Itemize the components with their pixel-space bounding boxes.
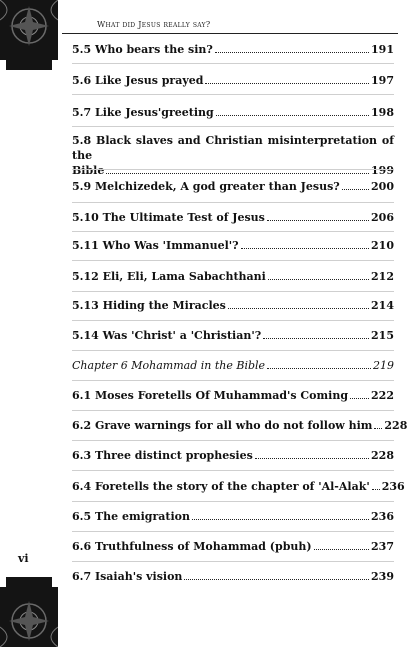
dot-leader [350, 389, 369, 399]
ornament-bottom [0, 587, 58, 647]
dot-leader [314, 540, 369, 550]
toc-entry-title: 5.9 Melchizedek, A god greater than Jesus? [72, 180, 340, 193]
toc-entry[interactable] [72, 269, 394, 284]
toc-entry[interactable] [72, 133, 394, 178]
toc-chapter-entry[interactable] [72, 358, 394, 373]
toc-entry-page: 236 [381, 480, 405, 493]
dot-leader [372, 480, 380, 490]
toc-entry[interactable] [72, 418, 408, 433]
row-separator [72, 501, 394, 502]
toc-entry-page: 197 [371, 74, 394, 87]
row-separator [72, 350, 394, 351]
toc-entry[interactable] [72, 238, 394, 253]
dot-leader [374, 419, 382, 429]
toc-entry[interactable] [72, 298, 394, 313]
sidebar-strip-bottom [6, 577, 52, 587]
row-separator [72, 410, 394, 411]
header-rule [62, 33, 398, 34]
dot-leader [268, 270, 369, 280]
dot-leader [215, 43, 369, 53]
toc-entry-page: 237 [371, 540, 394, 553]
toc-entry-page: 206 [371, 211, 394, 224]
toc-entry-title: 6.7 Isaiah's vision [72, 570, 183, 583]
toc-entry-title: 6.2 Grave warnings for all who do not follow him [72, 419, 373, 432]
decorative-sidebar [0, 0, 58, 647]
toc-entry[interactable] [72, 73, 394, 88]
sidebar-strip-top [6, 60, 52, 70]
row-separator [72, 63, 394, 64]
toc-entry-title: 5.12 Eli, Eli, Lama Sabachthani [72, 270, 266, 283]
dot-leader [228, 299, 369, 309]
toc-entry[interactable] [72, 328, 394, 343]
toc-entry-title: 5.6 Like Jesus prayed [72, 74, 204, 87]
toc-entry-title: 5.14 Was 'Christ' a 'Christian'? [72, 329, 262, 342]
toc-entry-page: 236 [371, 510, 394, 523]
dot-leader [241, 239, 369, 249]
row-separator [72, 94, 394, 95]
row-separator [72, 440, 394, 441]
dot-leader [192, 510, 369, 520]
toc-entry-title: 6.4 Foretells the story of the chapter of 'Al-Alak' [72, 480, 370, 493]
toc-entry-page: 215 [371, 329, 394, 342]
toc-entry-title: 5.10 The Ultimate Test of Jesus [72, 211, 265, 224]
toc-entry[interactable] [72, 105, 394, 120]
row-separator [72, 291, 394, 292]
running-head: What did Jesus really say? [97, 20, 211, 29]
dot-leader [267, 211, 369, 221]
toc-entry-title: 6.1 Moses Foretells Of Muhammad's Coming [72, 389, 349, 402]
row-separator [72, 531, 394, 532]
toc-entry-title: 5.5 Who bears the sin? [72, 43, 213, 56]
dot-leader [342, 180, 369, 190]
toc-entry[interactable] [72, 42, 394, 57]
row-separator [72, 169, 394, 170]
toc-entry-page: 200 [371, 180, 394, 193]
toc-entry-page: 228 [384, 419, 408, 432]
toc-entry-page: 198 [371, 106, 394, 119]
dot-leader [267, 359, 371, 369]
row-separator [72, 320, 394, 321]
toc-entry-page: 214 [371, 299, 394, 312]
row-separator [72, 202, 394, 203]
dot-leader [255, 449, 369, 459]
toc-entry-page: 191 [371, 43, 394, 56]
toc-entry-page: 222 [371, 389, 394, 402]
row-separator [72, 380, 394, 381]
dot-leader [216, 106, 369, 116]
toc-entry-title-line1: 5.8 Black slaves and Christian misinterpretation of the [72, 134, 394, 162]
toc-entry-title: 5.11 Who Was 'Immanuel'? [72, 239, 239, 252]
toc-entry-page: 199 [371, 164, 394, 177]
toc-entry-title: Bible [72, 164, 105, 177]
ornament-top [0, 0, 58, 60]
toc-entry[interactable] [72, 509, 394, 524]
row-separator [72, 231, 394, 232]
toc-entry[interactable] [72, 539, 394, 554]
toc-entry[interactable] [72, 479, 405, 494]
toc-entry-title: Chapter 6 Mohammad in the Bible [72, 359, 266, 372]
dot-leader [263, 329, 369, 339]
toc-entry-title: 5.13 Hiding the Miracles [72, 299, 226, 312]
toc-entry-page: 212 [371, 270, 394, 283]
toc-entry-page: 228 [371, 449, 394, 462]
row-separator [72, 470, 394, 471]
toc-entry-title: 5.7 Like Jesus'greeting [72, 106, 214, 119]
toc-entry-title: 6.3 Three distinct prophesies [72, 449, 253, 462]
toc-entry[interactable] [72, 569, 394, 584]
dot-leader [205, 74, 369, 84]
toc-entry[interactable] [72, 179, 394, 194]
toc-entry-page: 239 [371, 570, 394, 583]
toc-entry-title: 6.5 The emigration [72, 510, 191, 523]
toc-entry[interactable] [72, 388, 394, 403]
toc-entry[interactable] [72, 210, 394, 225]
toc-entry-title: 6.6 Truthfulness of Mohammad (pbuh) [72, 540, 312, 553]
toc-entry-page: 219 [373, 359, 394, 372]
row-separator [72, 126, 394, 127]
page-number: vi [18, 552, 29, 565]
toc-entry-page: 210 [371, 239, 394, 252]
row-separator [72, 561, 394, 562]
row-separator [72, 260, 394, 261]
toc-entry[interactable] [72, 448, 394, 463]
dot-leader [184, 570, 369, 580]
